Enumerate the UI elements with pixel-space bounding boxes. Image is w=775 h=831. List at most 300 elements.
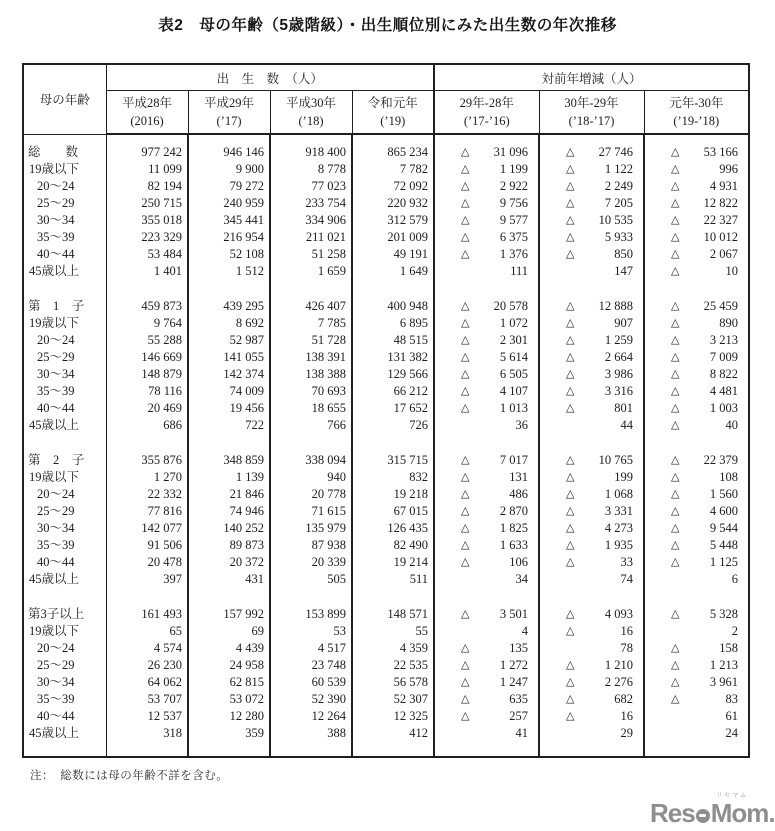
- empty-cell: [106, 134, 188, 144]
- birth-count-cell: 397: [106, 571, 188, 588]
- birth-count-cell: 153 899: [270, 606, 352, 623]
- yoy-change-cell: [539, 486, 644, 503]
- yoy-change-content: [540, 417, 643, 434]
- yoy-change-value: 83: [725, 692, 739, 706]
- birth-count-cell: 55: [352, 623, 434, 640]
- empty-cell: [539, 134, 644, 144]
- birth-count-cell: 87 938: [270, 537, 352, 554]
- decrease-triangle-icon: △: [461, 368, 470, 380]
- row-label: 25～29: [37, 658, 75, 672]
- birth-count-cell: 142 077: [106, 520, 188, 537]
- yoy-change-value: 907: [614, 316, 634, 330]
- yoy-change-cell: [644, 178, 749, 195]
- birth-count-cell: 220 932: [352, 195, 434, 212]
- decrease-triangle-icon: △: [461, 334, 470, 346]
- birth-count-cell: 74 009: [188, 383, 270, 400]
- empty-cell: [188, 434, 270, 452]
- yoy-change-value: 4: [521, 624, 529, 638]
- birth-count-cell: 865 234: [352, 144, 434, 161]
- yoy-change-value: 1 935: [604, 538, 634, 552]
- birth-count-cell: 52 108: [188, 246, 270, 263]
- yoy-change-cell: [539, 332, 644, 349]
- yoy-change-cell: [434, 708, 539, 725]
- decrease-triangle-icon: △: [566, 368, 575, 380]
- birth-count-cell: 142 374: [188, 366, 270, 383]
- column-header-line2: (’18): [298, 114, 324, 128]
- yoy-change-content: [435, 332, 538, 349]
- yoy-change-content: [540, 520, 643, 537]
- yoy-change-value: 16: [620, 709, 634, 723]
- yoy-change-content: [435, 537, 538, 554]
- empty-cell: [23, 588, 106, 606]
- birth-count-cell: 12 325: [352, 708, 434, 725]
- table-row: [23, 383, 749, 400]
- birth-count-cell: 9 764: [106, 315, 188, 332]
- decrease-triangle-icon: △: [566, 300, 575, 312]
- yoy-change-value: 1 125: [709, 555, 739, 569]
- yoy-change-cell: [539, 161, 644, 178]
- yoy-change-value: 1 825: [499, 521, 529, 535]
- decrease-triangle-icon: △: [461, 402, 470, 414]
- decrease-triangle-icon: △: [671, 488, 680, 500]
- yoy-change-value: 890: [719, 316, 739, 330]
- decrease-triangle-icon: △: [461, 642, 470, 654]
- row-label: 19歳以下: [29, 470, 80, 484]
- yoy-change-content: [540, 161, 643, 178]
- yoy-change-cell: [539, 554, 644, 571]
- yoy-change-content: [540, 195, 643, 212]
- birth-count-cell: 51 728: [270, 332, 352, 349]
- yoy-change-value: 9 577: [499, 213, 529, 227]
- yoy-change-value: 7 017: [499, 453, 529, 467]
- yoy-change-value: 6: [731, 572, 739, 586]
- decrease-triangle-icon: △: [566, 693, 575, 705]
- decrease-triangle-icon: △: [461, 710, 470, 722]
- yoy-change-cell: [434, 212, 539, 229]
- yoy-change-value: 36: [515, 418, 529, 432]
- yoy-change-content: [645, 554, 748, 571]
- decrease-triangle-icon: △: [671, 693, 680, 705]
- yoy-change-value: 801: [614, 401, 634, 415]
- birth-count-cell: 19 218: [352, 486, 434, 503]
- yoy-change-cell: [644, 486, 749, 503]
- decrease-triangle-icon: △: [461, 454, 470, 466]
- yoy-change-cell: [644, 469, 749, 486]
- birth-count-cell: 12 280: [188, 708, 270, 725]
- yoy-change-cell: [644, 229, 749, 246]
- decrease-triangle-icon: △: [671, 419, 680, 431]
- yoy-change-content: [540, 246, 643, 263]
- yoy-change-content: [645, 674, 748, 691]
- yoy-change-value: 486: [509, 487, 529, 501]
- birth-count-cell: 315 715: [352, 452, 434, 469]
- table-row: [23, 503, 749, 520]
- decrease-triangle-icon: △: [671, 642, 680, 654]
- yoy-change-cell: [644, 366, 749, 383]
- birth-count-cell: 355 876: [106, 452, 188, 469]
- birth-count-cell: 141 055: [188, 349, 270, 366]
- yoy-change-value: 1 560: [709, 487, 739, 501]
- decrease-triangle-icon: △: [566, 197, 575, 209]
- yoy-change-value: 3 331: [604, 504, 634, 518]
- row-label: 45歳以上: [29, 572, 80, 586]
- yoy-change-content: [435, 657, 538, 674]
- row-label: 30～34: [37, 367, 75, 381]
- yoy-change-content: [435, 366, 538, 383]
- decrease-triangle-icon: △: [671, 608, 680, 620]
- decrease-triangle-icon: △: [671, 522, 680, 534]
- birth-count-cell: 65: [106, 623, 188, 640]
- column-header-line1: 30年-29年: [564, 96, 619, 110]
- yoy-change-content: [435, 144, 538, 161]
- yoy-change-content: [645, 708, 748, 725]
- row-label: 19歳以下: [29, 316, 80, 330]
- empty-cell: [434, 434, 539, 452]
- yoy-change-content: [645, 520, 748, 537]
- column-header-line1: 令和元年: [367, 96, 418, 110]
- empty-cell: [188, 280, 270, 298]
- yoy-change-content: [540, 263, 643, 280]
- yoy-change-value: 61: [725, 709, 739, 723]
- yoy-change-content: [540, 349, 643, 366]
- yoy-change-content: [435, 400, 538, 417]
- row-label: 45歳以上: [29, 418, 80, 432]
- table-row: [23, 571, 749, 588]
- yoy-change-cell: [434, 571, 539, 588]
- yoy-change-content: [540, 725, 643, 742]
- corner-header-mothers-age: 母の年齢: [23, 64, 106, 134]
- yoy-change-cell: [434, 315, 539, 332]
- column-header-line1: 平成28年: [121, 96, 172, 110]
- decrease-triangle-icon: △: [461, 214, 470, 226]
- decrease-triangle-icon: △: [671, 539, 680, 551]
- birth-count-cell: 148 571: [352, 606, 434, 623]
- birth-count-cell: 355 018: [106, 212, 188, 229]
- birth-count-cell: 77 023: [270, 178, 352, 195]
- decrease-triangle-icon: △: [566, 402, 575, 414]
- birth-count-cell: 91 506: [106, 537, 188, 554]
- table-row: [23, 161, 749, 178]
- table-row: [23, 263, 749, 280]
- decrease-triangle-icon: △: [566, 625, 575, 637]
- yoy-change-cell: [539, 212, 644, 229]
- yoy-change-value: 6 375: [499, 230, 529, 244]
- column-header: [434, 91, 539, 135]
- yoy-change-value: 158: [719, 641, 739, 655]
- yoy-change-cell: [434, 537, 539, 554]
- yoy-change-value: 16: [620, 624, 634, 638]
- birth-count-cell: 138 388: [270, 366, 352, 383]
- yoy-change-content: [435, 554, 538, 571]
- yoy-change-content: [645, 229, 748, 246]
- yoy-change-content: [435, 263, 538, 280]
- yoy-change-cell: [434, 640, 539, 657]
- birth-count-cell: 312 579: [352, 212, 434, 229]
- yoy-change-content: [435, 229, 538, 246]
- empty-cell: [352, 134, 434, 144]
- yoy-change-cell: [539, 298, 644, 315]
- row-label: 第 1 子: [28, 299, 85, 313]
- yoy-change-value: 44: [620, 418, 634, 432]
- birth-count-cell: 250 715: [106, 195, 188, 212]
- column-header: [539, 91, 644, 135]
- yoy-change-content: [435, 571, 538, 588]
- birth-count-cell: 1 649: [352, 263, 434, 280]
- birth-count-cell: 20 478: [106, 554, 188, 571]
- yoy-change-value: 29: [620, 726, 634, 740]
- birth-count-cell: 8 778: [270, 161, 352, 178]
- empty-cell: [644, 434, 749, 452]
- section-total-row: [23, 606, 749, 623]
- yoy-change-value: 4 107: [499, 384, 529, 398]
- decrease-triangle-icon: △: [671, 505, 680, 517]
- birth-count-cell: 52 390: [270, 691, 352, 708]
- empty-cell: [539, 742, 644, 757]
- decrease-triangle-icon: △: [566, 146, 575, 158]
- yoy-change-value: 996: [719, 162, 739, 176]
- decrease-triangle-icon: △: [461, 693, 470, 705]
- yoy-change-value: 22 379: [703, 453, 739, 467]
- yoy-change-value: 5 933: [604, 230, 634, 244]
- birth-count-cell: 135 979: [270, 520, 352, 537]
- spacer-row: [23, 134, 749, 144]
- birth-count-cell: 129 566: [352, 366, 434, 383]
- yoy-change-content: [435, 486, 538, 503]
- yoy-change-value: 1 072: [499, 316, 529, 330]
- decrease-triangle-icon: △: [566, 163, 575, 175]
- decrease-triangle-icon: △: [461, 317, 470, 329]
- yoy-change-value: 10 012: [703, 230, 739, 244]
- yoy-change-cell: [644, 725, 749, 742]
- yoy-change-cell: [539, 674, 644, 691]
- birth-count-cell: 146 669: [106, 349, 188, 366]
- yoy-change-cell: [434, 691, 539, 708]
- birth-count-cell: 511: [352, 571, 434, 588]
- yoy-change-value: 1 210: [604, 658, 634, 672]
- birth-count-cell: 4 359: [352, 640, 434, 657]
- empty-cell: [352, 280, 434, 298]
- yoy-change-value: 5 614: [499, 350, 529, 364]
- decrease-triangle-icon: △: [566, 454, 575, 466]
- row-label: 19歳以下: [29, 624, 80, 638]
- yoy-change-value: 257: [509, 709, 529, 723]
- yoy-change-cell: [434, 161, 539, 178]
- yoy-change-cell: [434, 623, 539, 640]
- column-header-line2: (’18-’17): [568, 114, 615, 128]
- table-row: [23, 623, 749, 640]
- empty-cell: [270, 134, 352, 144]
- decrease-triangle-icon: △: [671, 385, 680, 397]
- yoy-change-cell: [434, 486, 539, 503]
- yoy-change-cell: [644, 332, 749, 349]
- birth-count-cell: 211 021: [270, 229, 352, 246]
- yoy-change-content: [540, 452, 643, 469]
- yoy-change-cell: [434, 417, 539, 434]
- yoy-change-cell: [539, 366, 644, 383]
- yoy-change-cell: [539, 144, 644, 161]
- birth-count-cell: 19 456: [188, 400, 270, 417]
- table-body: [23, 134, 749, 757]
- yoy-change-cell: [434, 229, 539, 246]
- yoy-change-cell: [434, 674, 539, 691]
- yoy-change-cell: [434, 263, 539, 280]
- birth-count-cell: 20 469: [106, 400, 188, 417]
- row-label: 40～44: [37, 555, 75, 569]
- birth-count-cell: 216 954: [188, 229, 270, 246]
- table-row: [23, 520, 749, 537]
- yoy-change-cell: [539, 537, 644, 554]
- birth-count-cell: 338 094: [270, 452, 352, 469]
- yoy-change-value: 3 316: [604, 384, 634, 398]
- yoy-change-content: [540, 708, 643, 725]
- birth-count-cell: 20 778: [270, 486, 352, 503]
- birth-count-cell: 157 992: [188, 606, 270, 623]
- birth-count-cell: 161 493: [106, 606, 188, 623]
- birth-count-cell: 53 072: [188, 691, 270, 708]
- yoy-change-content: [645, 366, 748, 383]
- birth-count-cell: 49 191: [352, 246, 434, 263]
- row-label: 20～24: [37, 179, 75, 193]
- birth-count-cell: 439 295: [188, 298, 270, 315]
- birth-count-cell: 79 272: [188, 178, 270, 195]
- birth-count-cell: 53 484: [106, 246, 188, 263]
- birth-count-cell: 53 707: [106, 691, 188, 708]
- yoy-change-value: 1 633: [499, 538, 529, 552]
- row-label: 総 数: [28, 145, 79, 159]
- decrease-triangle-icon: △: [461, 471, 470, 483]
- yoy-change-content: [435, 298, 538, 315]
- yoy-change-content: [435, 178, 538, 195]
- yoy-change-cell: [644, 417, 749, 434]
- yoy-change-cell: [644, 315, 749, 332]
- table-row: [23, 486, 749, 503]
- birth-count-cell: 21 846: [188, 486, 270, 503]
- yoy-change-value: 33: [620, 555, 634, 569]
- birth-count-cell: 148 879: [106, 366, 188, 383]
- yoy-change-value: 3 986: [604, 367, 634, 381]
- decrease-triangle-icon: △: [566, 539, 575, 551]
- table-row: [23, 691, 749, 708]
- yoy-change-value: 4 093: [604, 607, 634, 621]
- decrease-triangle-icon: △: [566, 248, 575, 260]
- column-header-line1: 平成29年: [203, 96, 254, 110]
- birth-count-cell: 977 242: [106, 144, 188, 161]
- birth-statistics-table: [22, 63, 750, 758]
- yoy-change-cell: [644, 263, 749, 280]
- row-label: 20～24: [37, 487, 75, 501]
- yoy-change-value: 2 922: [499, 179, 529, 193]
- yoy-change-cell: [644, 400, 749, 417]
- empty-cell: [106, 742, 188, 757]
- empty-cell: [352, 588, 434, 606]
- decrease-triangle-icon: △: [461, 351, 470, 363]
- yoy-change-cell: [539, 246, 644, 263]
- yoy-change-value: 34: [515, 572, 529, 586]
- birth-count-cell: 126 435: [352, 520, 434, 537]
- yoy-change-value: 1 259: [604, 333, 634, 347]
- birth-count-cell: 22 332: [106, 486, 188, 503]
- yoy-change-cell: [434, 383, 539, 400]
- yoy-change-content: [645, 691, 748, 708]
- row-label: 45歳以上: [29, 264, 80, 278]
- yoy-change-value: 1 122: [604, 162, 634, 176]
- yoy-change-value: 850: [614, 247, 634, 261]
- column-header-line1: 平成30年: [285, 96, 336, 110]
- yoy-change-content: [540, 503, 643, 520]
- decrease-triangle-icon: △: [671, 556, 680, 568]
- yoy-change-content: [540, 537, 643, 554]
- decrease-triangle-icon: △: [461, 163, 470, 175]
- logo-e-circle-icon: [696, 809, 710, 823]
- yoy-change-cell: [434, 554, 539, 571]
- yoy-change-cell: [539, 623, 644, 640]
- table-row: [23, 349, 749, 366]
- birth-count-cell: 52 307: [352, 691, 434, 708]
- yoy-change-cell: [434, 195, 539, 212]
- yoy-change-value: 2 301: [499, 333, 529, 347]
- yoy-change-content: [645, 144, 748, 161]
- decrease-triangle-icon: △: [671, 231, 680, 243]
- yoy-change-value: 4 600: [709, 504, 739, 518]
- decrease-triangle-icon: △: [671, 197, 680, 209]
- empty-cell: [352, 434, 434, 452]
- decrease-triangle-icon: △: [566, 317, 575, 329]
- decrease-triangle-icon: △: [461, 197, 470, 209]
- section-gap-row: [23, 280, 749, 298]
- yoy-change-content: [435, 674, 538, 691]
- yoy-change-value: 2 664: [604, 350, 634, 364]
- table-row: [23, 708, 749, 725]
- row-label: 第 2 子: [28, 453, 85, 467]
- row-label: 45歳以上: [29, 726, 80, 740]
- decrease-triangle-icon: △: [461, 488, 470, 500]
- yoy-change-value: 1 013: [499, 401, 529, 415]
- birth-count-cell: 23 748: [270, 657, 352, 674]
- table-row: [23, 537, 749, 554]
- birth-count-cell: 1 270: [106, 469, 188, 486]
- yoy-change-content: [645, 178, 748, 195]
- birth-count-cell: 71 615: [270, 503, 352, 520]
- empty-cell: [270, 588, 352, 606]
- table-row: [23, 315, 749, 332]
- birth-count-cell: 131 382: [352, 349, 434, 366]
- yoy-change-content: [540, 315, 643, 332]
- empty-cell: [106, 280, 188, 298]
- yoy-change-value: 24: [725, 726, 739, 740]
- column-header-row: [23, 91, 749, 135]
- yoy-change-cell: [434, 332, 539, 349]
- yoy-change-content: [435, 520, 538, 537]
- yoy-change-content: [540, 674, 643, 691]
- table-row: [23, 674, 749, 691]
- yoy-change-cell: [539, 195, 644, 212]
- yoy-change-cell: [644, 503, 749, 520]
- decrease-triangle-icon: △: [461, 556, 470, 568]
- logo-text-post: Mom.: [710, 798, 775, 828]
- yoy-change-content: [645, 486, 748, 503]
- yoy-change-cell: [539, 520, 644, 537]
- yoy-change-content: [645, 195, 748, 212]
- yoy-change-cell: [434, 606, 539, 623]
- decrease-triangle-icon: △: [671, 317, 680, 329]
- row-label: 35～39: [37, 384, 75, 398]
- birth-count-cell: 201 009: [352, 229, 434, 246]
- row-label: 20～24: [37, 333, 75, 347]
- decrease-triangle-icon: △: [671, 402, 680, 414]
- yoy-change-cell: [644, 691, 749, 708]
- yoy-change-content: [435, 195, 538, 212]
- yoy-change-value: 3 213: [709, 333, 739, 347]
